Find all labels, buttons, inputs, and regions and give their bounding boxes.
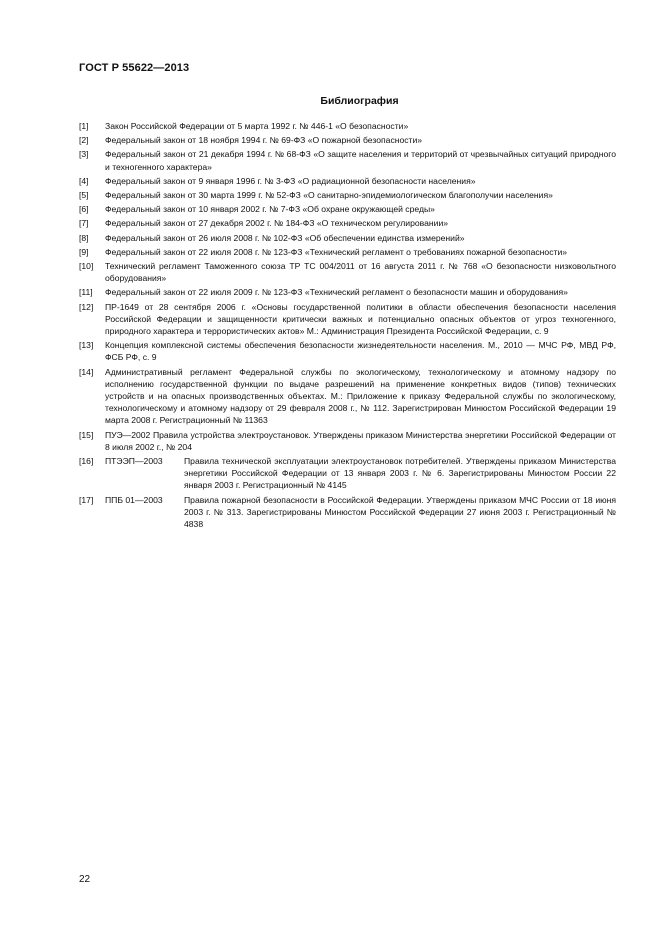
bibliography-entry [79,120,616,132]
bibliography-entry [79,203,616,215]
entry-code: ППБ 01—2003 [105,494,163,505]
entry-text: ПР-1649 от 28 сентября 2006 г. «Основы государственной политики в области обеспечения безопасности населения Российской Федерации и защищенности критически важных и потенциально опасных объектов от угроз техногенного, природного характера и террористических актов» М.: Администрация Президента Российской Федерации, с. 9 [105,301,616,337]
entry-number: [4] [79,175,89,186]
entry-text: Федеральный закон от 21 декабря 1994 г. № 68-ФЗ «О защите населения и территорий от чрезвычайных ситуаций природного и техногенного характера» [105,149,616,172]
entry-number: [15] [79,429,94,440]
bibliography-entry [79,301,616,338]
entry-number: [3] [79,149,89,160]
entry-number: [9] [79,246,89,257]
entry-text: ПУЭ—2002 Правила устройства электроустановок. Утверждены приказом Министерства энергетики Российской Федерации от 8 июля 2002 г., № 204 [105,429,616,452]
entry-number: [12] [79,301,94,312]
entry-number: [11] [79,287,93,298]
entry-number: [6] [79,204,89,215]
entry-code: ПТЭЭП—2003 [105,456,163,467]
bibliography-entry [79,339,616,363]
entry-text: Административный регламент Федеральной службы по экологическому, технологическому и атомному надзору по исполнению государственной функции по выдаче разрешений на применение конкретных видов (типов) технических устройств и на опасных производственных объектах. М.: Приложение к приказу Федеральной службы по экологическому, технологическому и атомному надзору от 29 февраля 2008 г., № 112. Зарегистрирован Минюстом Российской Федерации 19 марта 2008 г. Регистрационный № 11363 [105,366,616,426]
entry-text: Федеральный закон от 30 марта 1999 г. № 52-ФЗ «О санитарно-эпидемиологическом благополучии населения» [105,190,553,201]
entry-text: Федеральный закон от 22 июля 2009 г. № 123-ФЗ «Технический регламент о безопасности машин и оборудования» [105,287,568,298]
bibliography-entry [79,494,616,531]
bibliography-entry [79,429,616,453]
entry-number: [17] [79,494,94,505]
entry-number: [7] [79,218,89,229]
entry-number: [8] [79,232,89,243]
entry-text: Федеральный закон от 10 января 2002 г. № 7-ФЗ «Об охране окружающей среды» [105,204,435,215]
bibliography-entry [79,366,616,427]
bibliography-list [79,120,616,532]
entry-text: Федеральный закон от 27 декабря 2002 г. № 184-ФЗ «О техническом регулировании» [105,218,449,229]
entry-number: [5] [79,190,89,201]
bibliography-entry [79,175,616,187]
entry-text: Концепция комплексной системы обеспечения безопасности жизнедеятельности населения. М., 2010 — МЧС РФ, МВД РФ, ФСБ РФ, с. 9 [105,340,616,363]
entry-text: Федеральный закон от 26 июля 2008 г. № 102-ФЗ «Об обеспечении единства измерений» [105,232,465,243]
section-title: Библиография [320,95,399,107]
page-number: 22 [79,874,91,885]
entry-text: Федеральный закон от 18 ноября 1994 г. № 69-ФЗ «О пожарной безопасности» [105,135,423,146]
bibliography-entry [79,217,616,229]
bibliography-entry [79,286,616,298]
entry-text: Технический регламент Таможенного союза ТР ТС 004/2011 от 16 августа 2011 г. № 768 «О безопасности низковольтного оборудования» [105,261,616,284]
bibliography-entry [79,246,616,258]
entry-text: Федеральный закон от 9 января 1996 г. № 3-ФЗ «О радиационной безопасности населения» [105,175,476,186]
bibliography-entry [79,148,616,172]
entry-number: [1] [79,121,89,131]
entry-number: [13] [79,340,94,351]
bibliography-entry [79,189,616,201]
entry-number: [16] [79,456,94,467]
entry-text: Федеральный закон от 22 июля 2008 г. № 123-ФЗ «Технический регламент о требованиях пожарной безопасности» [105,246,568,257]
bibliography-entry [79,455,616,492]
entry-number: [10] [79,261,94,272]
entry-number: [14] [79,366,94,377]
entry-text: Правила пожарной безопасности в Российской Федерации. Утверждены приказом МЧС России от 18 июня 2003 г. № 313. Зарегистрированы Минюстом Российской Федерации 27 июня 2003 г. Регистрационный № 4838 [184,494,616,530]
bibliography-entry [79,232,616,244]
entry-text: Правила технической эксплуатации электроустановок потребителей. Утверждены приказом Министерства энергетики Российской Федерации от 13 января 2003 г. № 6. Зарегистрированы Минюстом России 22 января 2003 г. Регистрационный № 4145 [184,456,616,491]
entry-number: [2] [79,135,89,146]
bibliography-entry [79,134,616,146]
bibliography-entry [79,260,616,284]
document-id: ГОСТ Р 55622—2013 [79,62,190,74]
entry-text: Закон Российской Федерации от 5 марта 1992 г. № 446-1 «О безопасности» [105,121,409,131]
